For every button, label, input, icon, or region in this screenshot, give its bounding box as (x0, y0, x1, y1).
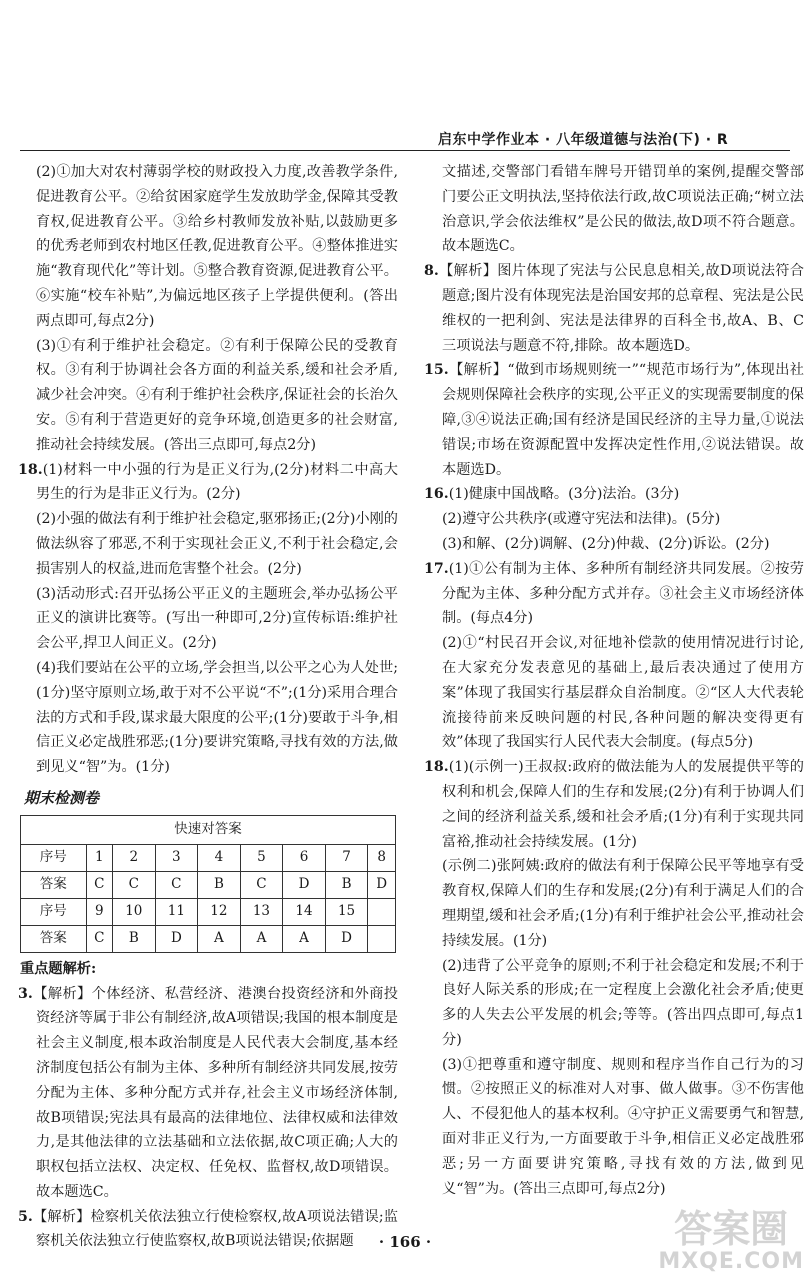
q5-continued: 文描述,交警部门看错车牌号开错罚单的案例,提醒交警部门要公正文明执法,坚持依法行政,故C项说法正确;“树立法治意识,学会依法维权”是公民的做法,故D项不符合题意。故本题选C。 (442, 164, 804, 255)
q8-number: 8. (424, 263, 439, 280)
cell: B (325, 871, 368, 898)
q17-part2: (2)①加大对农村薄弱学校的财政投入力度,改善教学条件,促进教育公平。②给贫困家庭学生发放助学金,保障其受教育权,促进教育公平。③给乡村教师发放补贴,以鼓励更多的优秀老师到农村地区任教,促进教育公平。④整体推进实施“教育现代化”等计划。⑤整合教育资源,促进教育公平。⑥实施“校车补贴”,为偏远地区孩子上学提供便利。(答出两点即可,每点2分) (36, 164, 398, 329)
table-row (21, 925, 396, 952)
watermark-line1: 答案圈 (674, 1207, 789, 1251)
q17-part2-right: (2)①“村民召开会议,对征地补偿款的使用情况进行讨论,在大家充分发表意见的基础上,最后表决通过了使用方案”体现了我国实行基层群众自治制度。②“区人大代表轮流接待前来反映问题的村民,各种问题的解决变得更有效”体现了我国实行人民代表大会制度。(每点5分) (442, 635, 804, 751)
q3-number: 3. (18, 985, 33, 1002)
q18-part4: (4)我们要站在公平的立场,学会担当,以公平之心为人处世;(1分)坚守原则立场,敢于对不公平说“不”;(1分)采用合理合法的方式和手段,谋求最大限度的公平;(1分)要敢于斗争,相信正义必定战胜邪恶;(1分)要讲究策略,寻找有效的方法,做到见义“智”为。(1分) (36, 659, 398, 776)
q16-part3: (3)和解、(2分)调解、(2分)仲裁、(2分)诉讼。(2分) (442, 535, 770, 552)
q16-part1-text: (1)健康中国战略。(3分)法治。(3分) (448, 486, 680, 503)
q18-part2: (2)小强的做法有利于维护社会稳定,驱邪扬正;(2分)小刚的做法纵容了邪恶,不利于实现社会正义,不利于社会稳定,会损害别人的权益,进而危害整个社会。(2分) (36, 511, 398, 577)
cell: C (155, 871, 198, 898)
cell: B (113, 925, 156, 952)
cell: 12 (198, 898, 241, 925)
table-row (21, 898, 396, 925)
right-column (424, 160, 804, 1201)
running-header: 启东中学作业本 · 八年级道德与法治(下) · R (438, 132, 729, 148)
table-row (21, 871, 396, 898)
q8-analysis (424, 259, 804, 358)
cell: 9 (86, 898, 113, 925)
q18-right-part2: (2)违背了公平竞争的原则;不利于社会稳定和发展;不利于良好人际关系的形成;在一定程度上会激化社会矛盾;使更多的人失去公平发展的机会;等等。(答出四点即可,每点1分) (442, 957, 804, 1048)
q18-right-part3: (3)①把尊重和遵守制度、规则和程序当作自己行为的习惯。②按照正义的标准对人对事、做人做事。③不伤害他人、不侵犯他人的基本权利。④守护正义需要勇气和智慧,面对非正义行为,一方面要敢于斗争,相信正义必定战胜邪恶;另一方面要讲究策略,寻找有效的方法,做到见义“智”为。(答出三点即可,每点2分) (442, 1056, 804, 1197)
watermark-logo (658, 1209, 804, 1274)
table-caption: 快速对答案 (21, 815, 396, 844)
row-label: 答案 (21, 925, 87, 952)
q15-analysis (424, 358, 804, 482)
q18-part1 (18, 458, 398, 508)
q16-number: 16. (424, 486, 449, 503)
cell (368, 898, 396, 925)
cell: C (86, 925, 113, 952)
table-row (21, 844, 396, 871)
q5-text: 【解析】检察机关依法独立行使检察权,故A项说法错误;监察机关依法独立行使监察权,故B项说法错误;依据题 (32, 1208, 398, 1250)
row-label: 序号 (21, 898, 87, 925)
cell: 1 (86, 844, 113, 871)
q18-part3: (3)活动形式:召开弘扬公平正义的主题班会,举办弘扬公平正义的演讲比赛等。(写出一种即可,2分)宣传标语:维护社会公平,捍卫人间正义。(2分) (36, 585, 398, 652)
cell: 10 (113, 898, 156, 925)
cell: D (155, 925, 198, 952)
cell: D (325, 925, 368, 952)
cell: 8 (368, 844, 396, 871)
q18-right-number: 18. (424, 759, 449, 776)
q17-part1 (424, 557, 804, 631)
q3-analysis (18, 982, 398, 1205)
q8-text: 【解析】图片体现了宪法与公民息息相关,故D项说法符合题意;图片没有体现宪法是治国安邦的总章程、宪法是公民维权的一把利剑、宪法是法律界的百科全书,故A、B、C三项说法与题意不符,排除。故本题选D。 (438, 263, 804, 354)
q5-number: 5. (18, 1208, 33, 1225)
cell: 2 (113, 844, 156, 871)
cell: 14 (283, 898, 326, 925)
cell: D (368, 871, 396, 898)
cell: 3 (155, 844, 198, 871)
cell: C (86, 871, 113, 898)
q18-right-part1a (424, 755, 804, 854)
q18-part1-text: (1)材料一中小强的行为是正义行为,(2分)材料二中高大男生的行为是非正义行为。(2分) (36, 461, 398, 503)
q16-part2: (2)遵守公共秩序(或遵守宪法和法律)。(5分) (442, 511, 721, 528)
cell: 5 (240, 844, 283, 871)
cell: 13 (240, 898, 283, 925)
cell: 11 (155, 898, 198, 925)
cell: 15 (325, 898, 368, 925)
q18-right-part1b: (示例二)张阿姨:政府的做法有利于保障公民平等地享有受教育权,保障人们的生存和发展;(2分)有利于满足人们的合理期望,缓和社会矛盾;(1分)有利于维护社会公平,推动社会持续发展。(1分) (442, 858, 804, 949)
header-rule (20, 150, 790, 151)
q15-number: 15. (424, 362, 449, 379)
cell: D (283, 871, 326, 898)
cell: 6 (283, 844, 326, 871)
q16-part1 (424, 482, 804, 507)
cell: A (240, 925, 283, 952)
cell: 4 (198, 844, 241, 871)
q3-text: 【解析】个体经济、私营经济、港澳台投资经济和外商投资经济等属于非公有制经济,故A项错误;我国的根本制度是社会主义制度,根本政治制度是人民代表大会制度,基本经济制度包括公有制为主体、多种所有制经济共同发展,按劳分配为主体、多种分配方式并存,社会主义市场经济体制,故B项错误;宪法具有最高的法律地位、法律权威和法律效力,是其他法律的立法基础和立法依据,故C项正确;人大的职权包括立法权、决定权、任免权、监督权,故D项错误。故本题选C。 (32, 985, 398, 1200)
q17-number: 17. (424, 560, 449, 577)
answer-table (20, 815, 396, 953)
cell: A (198, 925, 241, 952)
q17-part3: (3)①有利于维护社会稳定。②有利于保障公民的受教育权。③有利于协调社会各方面的利益关系,缓和社会矛盾,减少社会冲突。④有利于维护社会秩序,保证社会的长治久安。⑤有利于营造更好的竞争环境,创造更多的社会财富,推动社会持续发展。(答出三点即可,每点2分) (36, 337, 398, 453)
cell: C (113, 871, 156, 898)
section-title: 期末检测卷 (24, 788, 100, 807)
page-number: · 166 · (378, 1233, 432, 1251)
cell: A (283, 925, 326, 952)
cell: 7 (325, 844, 368, 871)
q17-part1-text: (1)①公有制为主体、多种所有制经济共同发展。②按劳分配为主体、多种分配方式并存。③社会主义市场经济体制。(每点4分) (442, 560, 804, 627)
cell: C (240, 871, 283, 898)
row-label: 序号 (21, 844, 87, 871)
watermark-line2: MXQE.COM (658, 1249, 804, 1274)
q18-right-part1a-text: (1)(示例一)王叔叔:政府的做法能为人的发展提供平等的权利和机会,保障人们的生存和发展;(2分)有利于协调人们之间的经济利益关系,缓和社会矛盾;(1分)有利于实现共同富裕,推动社会持续发展。(1分) (442, 759, 804, 850)
analysis-title: 重点题解析: (20, 960, 97, 977)
q15-text: 【解析】“做到市场规则统一”“规范市场行为”,体现出社会规则保障社会秩序的实现,公平正义的实现需要制度的保障,③④说法正确;国有经济是国民经济的主导力量,①说法错误;市场在资源配置中发挥决定性作用,②说法错误。故本题选D。 (442, 362, 804, 478)
row-label: 答案 (21, 871, 87, 898)
left-column (18, 160, 398, 1254)
cell (368, 925, 396, 952)
cell: B (198, 871, 241, 898)
q18-number: 18. (18, 461, 43, 478)
